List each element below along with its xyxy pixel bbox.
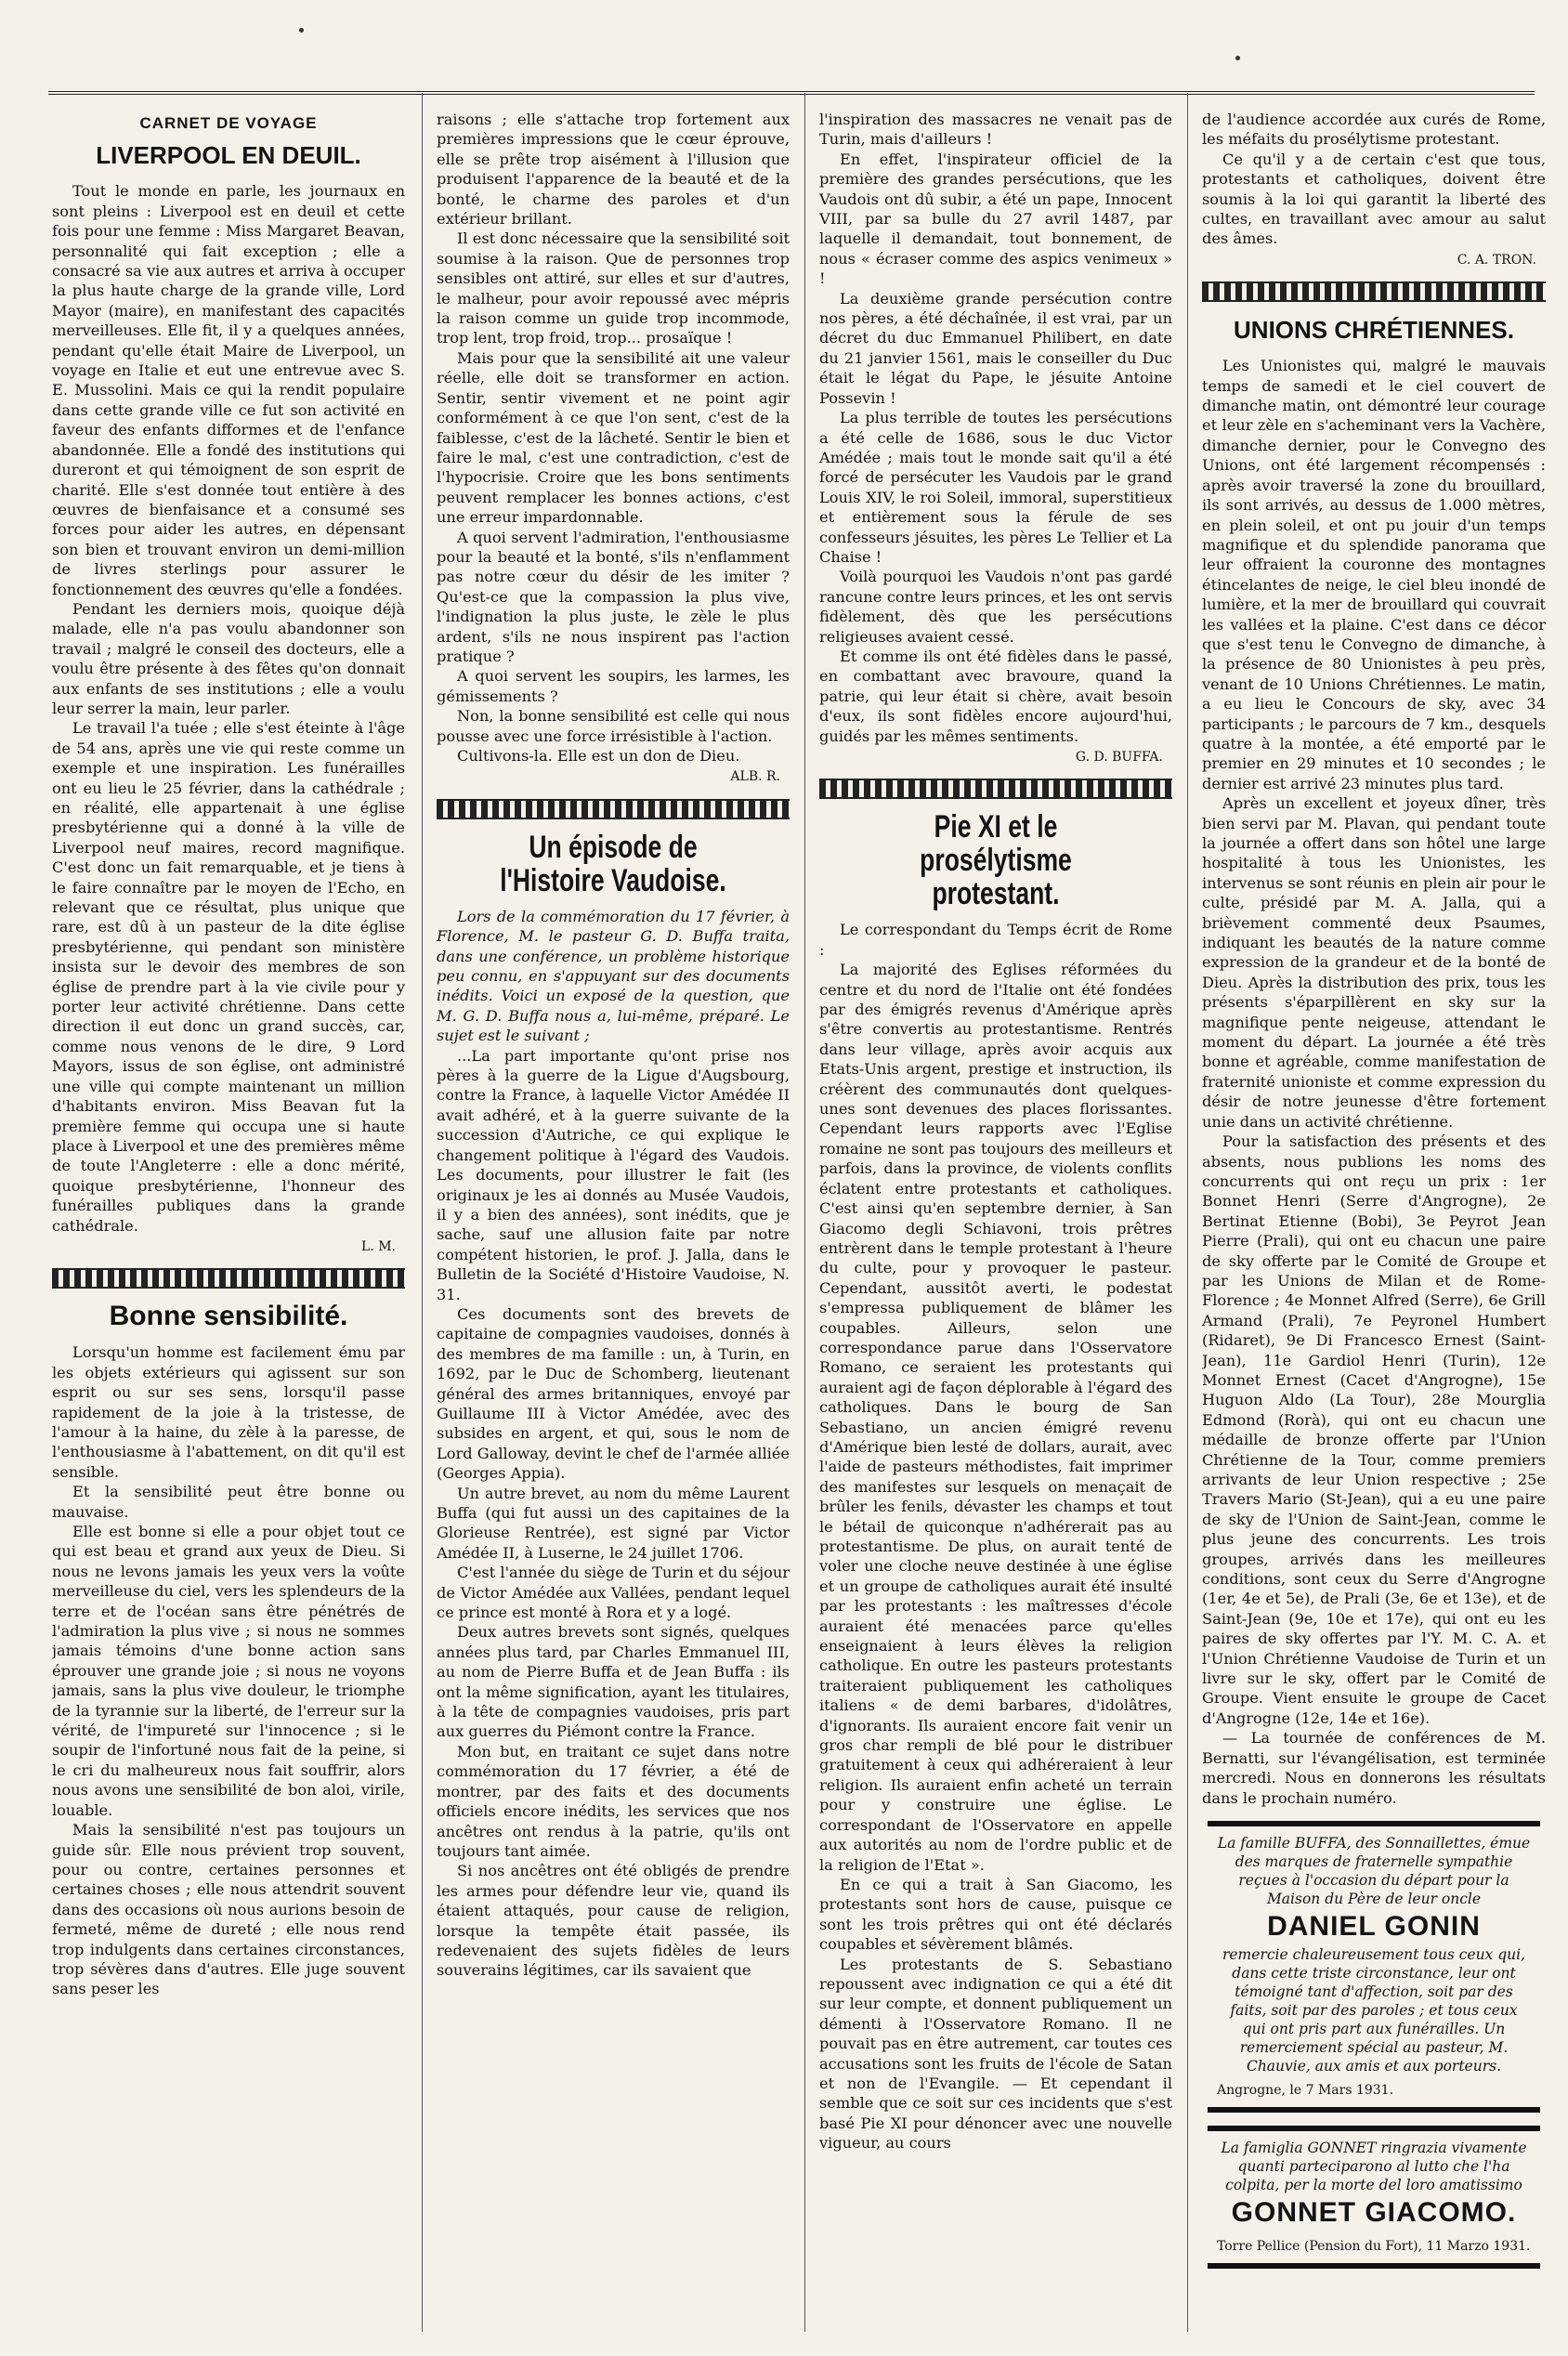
paragraph: Les Unionistes qui, malgré le mauvais temps de samedi et le ciel couvert de dimanche matin, ont démontré leur courage et leur zèle en s'acheminant vers la Vachère, dimanche dernier, pour le Convegno des Unions, ont été largement récompensés : après avoir traversé la zone du brouillard, ils sont arrivés, au dessus de 1.000 mètres, en plein soleil, et ont pu jouir d'un temps magnifique et du splendide panorama que leur offraient la couronne des montagnes étincelantes de neige, le ciel bleu inondé de lumière, et la mer de brouillard qui couvrait les vallées et la plaine. C'est dans ce décor que s'est tenu le Convegno de dimanche, à la présence de 80 Unionistes à peu près, venant de 10 Unions Chrétiennes. Le matin, a eu lieu le Concours de sky, avec 34 participants ; le parcours de 7 km., desquels quatre à la montée, a été emporté par le premier en 29 minutes et 10 secondes ; le dernier est arrivé 23 minutes plus tard.: [1202, 357, 1546, 792]
paragraph: A quoi servent l'admiration, l'enthousiasme pour la beauté et la bonté, s'ils n'enflamment pas notre cœur du désir de les imiter ? Qu'est-ce que la compassion la plus vive, l'indignation la plus juste, le zèle le plus ardent, s'ils ne nous inspirent pas l'action pratique ?: [437, 528, 790, 665]
notice-place-date: Torre Pellice (Pension du Fort), 11 Marzo 1931.: [1217, 2238, 1531, 2254]
paragraph: Deux autres brevets sont signés, quelques années plus tard, par Charles Emmanuel III, au nom de Pierre Buffa et de Jean Buffa : ils ont la même signification, ayant les titulaires, à la tête de compagnies vaudoises, pris part aux guerres du Piémont contre la France.: [437, 1623, 790, 1741]
ornamental-divider: [1202, 281, 1546, 302]
notice-name: DANIEL GONIN: [1267, 1910, 1481, 1942]
print-mark: [299, 28, 304, 33]
paragraph: La plus terrible de toutes les persécutions a été celle de 1686, sous le duc Victor Amédée ; mais tout le monde sait qu'il a été forcé de persécuter les Vaudois par le grand Louis XIV, le roi Soleil, immoral, superstitieux et entièrement sous la férule de ses confesseurs jésuites, les pères Le Tellier et La Chaise !: [819, 409, 1172, 566]
paragraph: La deuxième grande persécution contre nos pères, a été déchaînée, il est vrai, par un décret du duc Emmanuel Philibert, en date du 21 janvier 1561, mais le conseiller du Duc était le légat du Pape, le jésuite Antoine Possevin !: [819, 289, 1172, 407]
column-4: [1202, 110, 1546, 2335]
print-mark: [1235, 56, 1240, 60]
paragraph: La majorité des Eglises réformées du centre et du nord de l'Italie ont été fondées par des émigrés revenus d'Amérique après s'être convertis au protestantisme. Rentrés dans leur village, après avoir acquis aux Etats-Unis argent, prestige et instruction, ils créèrent des communautés dont quelques-unes sont devenues des places florissantes. Cependant leurs rapports avec l'Eglise romaine ne sont pas toujours des meilleurs et parfois, dans la province, de violents conflits éclatent entre protestants et catholiques. C'est ainsi qu'en septembre dernier, à San Giacomo degli Schiavoni, trois prêtres entrèrent dans le temple protestant à l'heure du culte, pour y provoquer le pasteur. Cependant, aussitôt averti, le podestat s'empressa publiquement de blâmer les coupables. Ailleurs, selon une correspondance parue dans l'Osservatore Romano, ce seraient les protestants qui auraient agi de façon déplorable à l'égard des catholiques. Dans le bourg de San Sebastiano, un ancien émigré revenu d'Amérique bien lesté de dollars, aurait, avec l'aide de pasteurs méthodistes, fait imprimer des manifestes sur lesquels on menaçait de brûler les fenils, dévaster les champs et tout le bétail de quiconque n'adhérerait pas au protestantisme. De plus, on aurait tenté de voler une cloche neuve destinée à une église et un groupe de catholiques aurait été insulté par les protestants : les maîtresses d'école auraient été menacées parce qu'elles enseignaient à leurs élèves la religion catholique. En outre les pasteurs protestants traiteraient publiquement les catholiques italiens « de demi barbares, d'idolâtres, d'ignorants. Ils auraient encore fait venir un gros char rempli de blé pour le distribuer gratuitement à ceux qui adhéreraient à leur religion. Ils auraient enfin acheté un terrain pour y construire une église. Le correspondant de l'Osservatore en appelle aux autorités au nom de l'ordre public et de la religion de l'Etat ».: [819, 961, 1172, 1874]
article-title-pie-xi: Pie XI et le prosélytisme protestant.: [920, 809, 1072, 912]
ornamental-divider: [819, 779, 1172, 799]
paragraph: Voilà pourquoi les Vaudois n'ont pas gardé rancune contre leurs princes, et les ont servis fidèlement, dès que les persécutions religieuses avaient cessé.: [819, 568, 1172, 646]
paragraph: — La tournée de conférences de M. Bernatti, sur l'évangélisation, est terminée mercredi. Nous en donnerons les résultats dans le prochain numéro.: [1202, 1729, 1546, 1807]
paragraph: de l'audience accordée aux curés de Rome, les méfaits du prosélytisme protestant.: [1202, 111, 1546, 149]
obituary-notice-gonnet: [1208, 2126, 1540, 2269]
paragraph: raisons ; elle s'attache trop fortement aux premières impressions que le cœur éprouve, elle se prête trop aisément à l'illusion que produisent l'apparence de la beauté et de la bonté, le charme des paroles et d'un extérieur brillant.: [437, 111, 790, 229]
article-body-liverpool: [52, 181, 405, 1236]
notice-body: remercie chaleureusement tous ceux qui, dans cette triste circonstance, leur ont témoigné tant d'affection, soit par des faits, soit par des paroles ; et tous ceux qui ont pris part aux funérailles. Un remerciement spécial au pasteur, M. Chauvie, aux amis et aux porteurs.: [1222, 1945, 1526, 2075]
paragraph: l'inspiration des massacres ne venait pas de Turin, mais d'ailleurs !: [819, 111, 1172, 149]
paragraph: Le correspondant du Temps écrit de Rome :: [819, 921, 1172, 959]
article-body-bonne-sensibilite: [52, 1342, 405, 1998]
paragraph: Après un excellent et joyeux dîner, très bien servi par M. Plavan, qui pendant toute la journée a offert dans son hôtel une large hospitalité à tous les Unionistes, les intervenus se sont réunis en plein air pour le culte, présidé par M. A. Jalla, qui a brièvement commenté deux Psaumes, indiquant les beautés de la nature comme expression de la grandeur et de la bonté de Dieu. Après la distribution des prix, tous les présents s'éparpillèrent en sky sur la magnifique pente neigeuse, attendant le moment du départ. La journée a été très bonne et agréable, comme manifestation de fraternité unioniste et comme expression du désir de notre jeunesse d'être fortement unie dans un activité chrétienne.: [1202, 794, 1546, 1131]
paragraph: Un autre brevet, au nom du même Laurent Buffa (qui fut aussi un des capitaines de la Glorieuse Rentrée), est signé par Victor Amédée II, à Luserne, le 24 juillet 1706.: [437, 1484, 790, 1562]
notice-place-date: Angrogne, le 7 Mars 1931.: [1217, 2082, 1394, 2098]
paragraph: En effet, l'inspirateur officiel de la première des grandes persécutions, que les Vaudois ont dû subir, a été un pape, Innocent VIII, par sa bulle du 27 avril 1487, par laquelle il demandait, tout bonnement, de nous « écraser comme des aspics venimeux » !: [819, 150, 1172, 288]
paragraph: Si nos ancêtres ont été obligés de prendre les armes pour défendre leur vie, quand ils étaient attaqués, pour cause de religion, lorsque la tempête était passée, ils redevenaient des sujets fidèles de leurs souverains légitimes, car ils savaient que: [437, 1862, 790, 1980]
column-3: [819, 110, 1172, 2335]
paragraph: Non, la bonne sensibilité est celle qui nous pousse avec une force irrésistible à l'action.: [437, 707, 790, 745]
notice-name: GONNET GIACOMO.: [1231, 2196, 1517, 2228]
notice-intro: La famille BUFFA, des Sonnaillettes, émue des marques de fraternelle sympathie reçues à l'occasion du départ pour la Maison du Père de leur oncle: [1217, 1834, 1531, 1907]
section-kicker: CARNET DE VOYAGE: [139, 114, 318, 132]
signature: L. M.: [361, 1238, 396, 1254]
article-body-episode: [437, 1046, 790, 1981]
signature: ALB. R.: [730, 769, 780, 785]
paragraph: Tout le monde en parle, les journaux en sont pleins : Liverpool est en deuil et cette fois pour une femme : Miss Margaret Beavan, personnalité qui fait exception ; elle a consacré sa vie aux autres et arriva à occuper la plus haute charge de la grande ville, Lord Mayor (maire), en manifestant des capacités merveilleuses. Elle fit, il y a quelques années, pendant qu'elle était Maire de Liverpool, un voyage en Italie et eut une entrevue avec S. E. Mussolini. Mais ce qui la rendit populaire dans cette grande ville ce fut son activité en faveur des enfants difformes et de l'enfance abandonnée. Elle a fondé des institutions qui dureront et qui témoignent de son esprit de charité. Elle s'est donnée tout entière à des œuvres de bienfaisance et a consumé ses forces pour aider les autres, en dépensant son bien et trouvant environ un demi-million de livres sterlings pour assurer le fonctionnement des œuvres qu'elle a fondées.: [52, 182, 405, 598]
column-1: [52, 110, 405, 2335]
paragraph: A quoi servent les soupirs, les larmes, les gémissements ?: [437, 667, 790, 705]
paragraph: Il est donc nécessaire que la sensibilité soit soumise à la raison. Que de personnes trop sensibles ont attiré, sur elles et sur d'autres, le malheur, pour avoir repoussé avec mépris la raison comme un guide trop incommode, trop lent, trop froid, trop... prosaïque !: [437, 229, 790, 347]
article-title-bonne-sensibilite: Bonne sensibilité.: [109, 1301, 348, 1332]
paragraph: Et la sensibilité peut être bonne ou mauvaise.: [52, 1483, 405, 1521]
paragraph: Elle est bonne si elle a pour objet tout ce qui est beau et grand aux yeux de Dieu. Si nous ne levons jamais les yeux vers la voûte merveilleuse du ciel, vers les splendeurs de la terre et de l'océan sans être pénétrés de l'admiration la plus vive ; si nous ne sommes jamais témoins d'une bonne action sans éprouver une grande joie ; si nous ne voyons jamais, sans la plus vive douleur, le triomphe de la tyrannie sur la liberté, de l'erreur sur la vérité, de l'impureté sur l'innocence ; si le soupir de l'infortuné nous fait de la peine, si le cri du malheureux nous fait souffrir, alors nous avons une sensibilité de bon aloi, virile, louable.: [52, 1523, 405, 1819]
ornamental-divider: [437, 799, 790, 819]
paragraph: Mais pour que la sensibilité ait une valeur réelle, elle doit se transformer en action. Sentir, sentir vivement et ne point agir conformément à ce que l'on sent, c'est de la faiblesse, c'est de la lâcheté. Sentir le bien et faire le mal, c'est une contradiction, c'est de l'hypocrisie. Croire que les bons sentiments peuvent remplacer les bonnes actions, c'est une erreur impardonnable.: [437, 348, 790, 527]
article-body-unions: [1202, 356, 1546, 1808]
column-2: [437, 110, 790, 2335]
paragraph: En ce qui a trait à San Giacomo, les protestants sont hors de cause, puisque ce sont les trois prêtres qui ont été déclarés coupables et sévèrement blâmés.: [819, 1875, 1172, 1954]
paragraph: Ces documents sont des brevets de capitaine de compagnies vaudoises, donnés à des membres de ma famille : un, à Turin, en 1692, par le Duc de Schomberg, lieutenant général des armes britanniques, envoyé par Guillaume III à Victor Amédée, avec des subsides en argent, et qui, sous le nom de Lord Galloway, devint le chef de l'armée alliée (Georges Appia).: [437, 1304, 790, 1483]
paragraph: Les protestants de S. Sebastiano repoussent avec indignation ce qui a été dit sur leur compte, et donnent publiquement un démenti à l'Osservatore Romano. Il ne pouvait pas en être autrement, car toutes ces accusations sont les fruits de l'école de Satan et non de l'Evangile. — Et cependant il semble que ce soit sur ces incidents que s'est basé Pie XI pour dénoncer avec une nouvelle vigueur, au cours: [819, 1955, 1172, 2153]
paragraph: Pour la satisfaction des présents et des absents, nous publions les noms des concurrents qui ont reçu un prix : 1er Bonnet Henri (Serre d'Angrogne), 2e Bertinat Etienne (Bobi), 3e Peyrot Jean Pierre (Prali), qui ont eu chacun une paire de sky offerte par le Comité de Groupe et par les Unions de Milan et de Rome-Florence ; 4e Monnet Alfred (Serre), 6e Grill Armand (Prali), 7e Peyronel Humbert (Ridaret), 9e Di Francesco Ernest (Saint-Jean), 11e Gardiol Henri (Turin), 12e Monnet Ernest (Cacet d'Angrogne), 15e Huguon Aldo (La Tour), 28e Mourglia Edmond (Rorà), qui ont eu chacun une médaille de bronze offerte par l'Union Chrétienne de la Tour, comme premiers arrivants de leur Union respective ; 25e Travers Mario (St-Jean), qui a eu une paire de sky de l'Union de Saint-Jean, comme le plus jeune des concurrents. Les trois groupes, arrivés dans les meilleures conditions, sont ceux du Serre d'Angrogne (1er, 4e et 5e), de Prali (3e, 6e et 13e), et de Saint-Jean (9e, 10e et 17e), qui ont eu les paires de sky offertes par l'Y. M. C. A. et l'Union Chrétienne Vaudoise de Turin et un livre sur le sky, offert par le Comité de Groupe. Vient ensuite le groupe de Cacet d'Angrogne (12e, 14e et 16e).: [1202, 1132, 1546, 1727]
article-body-bonne-sensibilite-cont: [437, 110, 790, 766]
column-separator: [804, 93, 805, 2332]
article-title-unions: UNIONS CHRÉTIENNES.: [1234, 316, 1514, 345]
obituary-notice-gonin: [1208, 1821, 1540, 2113]
signature: G. D. BUFFA.: [1075, 750, 1163, 765]
article-body-episode-cont: [819, 110, 1172, 746]
paragraph: Mon but, en traitant ce sujet dans notre commémoration du 17 février, a été de montrer, par des faits et des documents officiels encore inédits, les services que nos ancêtres ont rendus à la patrie, qu'ils ont toujours tant aimée.: [437, 1742, 790, 1860]
notice-intro: La famiglia GONNET ringrazia vivamente quanti parteciparono al lutto che l'ha colpita, per la morte del loro amatissimo: [1221, 2139, 1527, 2193]
article-lead: Lors de la commémoration du 17 février, à Florence, M. le pasteur G. D. Buffa traita, dans une conférence, un problème historique peu connu, en s'appuyant sur des documents inédits. Voici un exposé de la question, que M. G. D. Buffa nous a, lui-même, préparé. Le sujet est le suivant ;: [437, 907, 790, 1045]
paragraph: Le travail l'a tuée ; elle s'est éteinte à l'âge de 54 ans, après une vie qui reste comme un exemple et une inspiration. Les funérailles ont eu lieu le 25 février, dans la cathédrale ; en réalité, elle appartenait à une église presbytérienne qui a donné à la ville de Liverpool neuf maires, record magnifique. C'est donc un fait remarquable, et je tiens à le faire connaître par le moyen de l'Echo, en relevant que ce résultat, plus unique que rare, est dû à un pasteur de la dite église presbytérienne, qui pendant son ministère insista sur le devoir des membres de son église de prendre part à la vie civile pour y porter leur activité chrétienne. Dans cette direction il eut donc un grand succès, car, comme nous venons de le dire, 9 Lord Mayors, issus de son église, ont administré une ville qui compte maintenant un million d'habitants environ. Miss Beavan fut la première femme qui occupa une si haute place à Liverpool et une des premières même de toute l'Angleterre : elle a donc mérité, quoique presbytérienne, l'honneur des funérailles publiques dans la grande cathédrale.: [52, 719, 405, 1235]
top-rule: [48, 91, 1535, 95]
article-body-pie-xi-cont: [1202, 110, 1546, 249]
article-title-liverpool: LIVERPOOL EN DEUIL.: [96, 141, 361, 170]
paragraph: Ce qu'il y a de certain c'est que tous, protestants et catholiques, doivent être soumis à la loi qui garantit la liberté des cultes, en travaillant avec amour au salut des âmes.: [1202, 150, 1546, 248]
paragraph: Lorsqu'un homme est facilement ému par les objets extérieurs qui agissent sur son esprit ou sur ses sens, lorsqu'il passe rapidement de la joie à la tristesse, de l'amour à la haine, du zèle à la paresse, de l'enthousiasme à l'abattement, on dit qu'il est sensible.: [52, 1343, 405, 1481]
signature: C. A. TRON.: [1457, 252, 1536, 268]
paragraph: C'est l'année du siège de Turin et du séjour de Victor Amédée aux Vallées, pendant lequel ce prince est monté à Rora et y a logé.: [437, 1564, 790, 1622]
paragraph: Cultivons-la. Elle est un don de Dieu.: [457, 747, 740, 765]
paragraph: Mais la sensibilité n'est pas toujours un guide sûr. Elle nous prévient trop souvent, pour ou contre, certaines personnes et certaines choses ; elle nous attendrit souvent dans des occasions où nous aurions besoin de fermeté, même de dureté ; elle nous rend trop indulgents dans certaines circonstances, trop sévères dans d'autres. Elle juge souvent sans peser les: [52, 1821, 405, 1998]
paragraph: ...La part importante qu'ont prise nos pères à la guerre de la Ligue d'Augsbourg, contre la France, à laquelle Victor Amédée II avait adhéré, et à la guerre suivante de la succession d'Autriche, ce qui explique le changement politique à l'égard des Vaudois. Les documents, pour illustrer le fait (les originaux je les ai donnés au Musée Vaudois, il y a bien des années), sont inédits, que je sache, sauf une allusion faite par notre compétent historien, le prof. J. Jalla, dans le Bulletin de la Société d'Histoire Vaudoise, N. 31.: [437, 1046, 790, 1303]
article-title-episode: Un épisode de l'Histoire Vaudoise.: [500, 829, 726, 898]
column-separator: [1187, 93, 1188, 2332]
paragraph: Et comme ils ont été fidèles dans le passé, en combattant avec bravoure, quand la patrie, qui leur était si chère, avait besoin d'eux, ils sont fidèles encore aujourd'hui, guidés par les mêmes sentiments.: [819, 647, 1172, 745]
article-body-pie-xi: [819, 920, 1172, 2153]
ornamental-divider: [52, 1268, 405, 1289]
paragraph: Pendant les derniers mois, quoique déjà malade, elle n'a pas voulu abandonner son travail ; malgré le conseil des docteurs, elle a voulu être présente à des fêtes qu'on donnait aux enfants de ses institutions ; elle a voulu leur serrer la main, leur parler.: [52, 599, 405, 717]
column-separator: [422, 93, 423, 2332]
